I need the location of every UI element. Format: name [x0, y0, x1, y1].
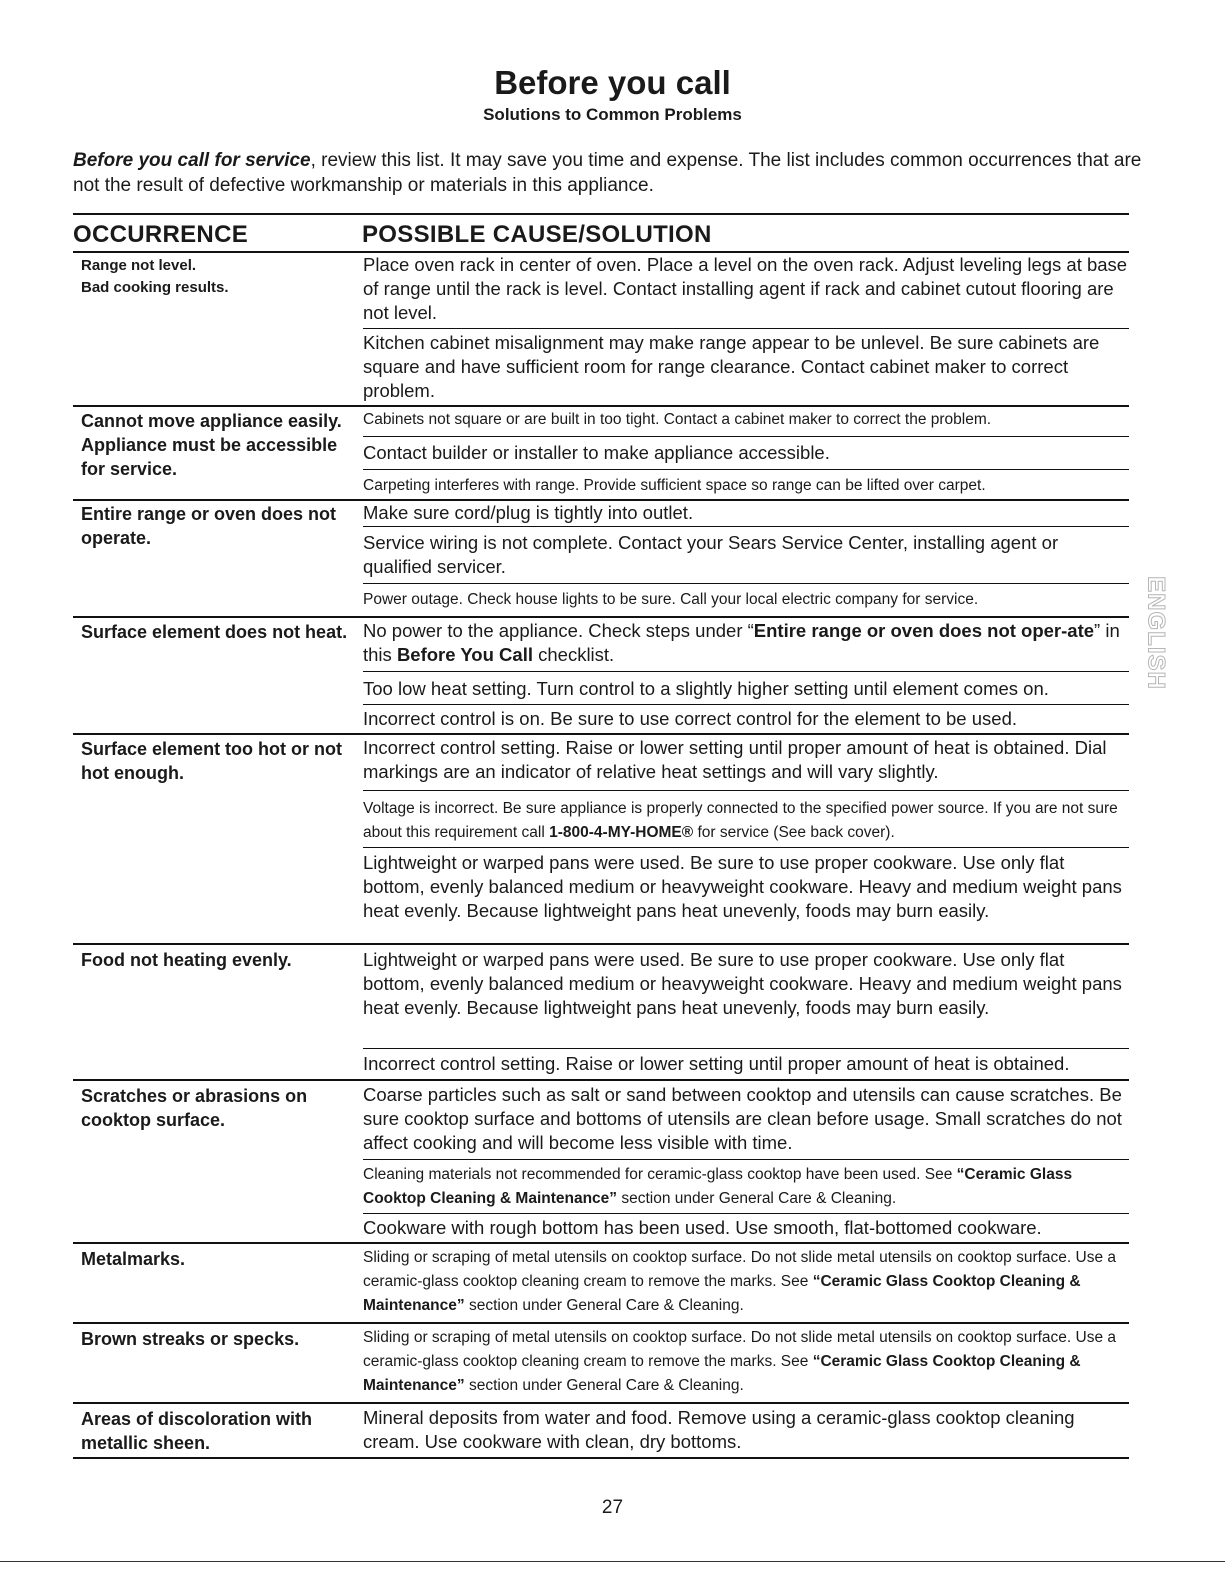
solution-item: Service wiring is not complete. Contact your Sears Service Center, installing agent or qualified servicer. — [363, 529, 1129, 584]
solution-item: Carpeting interferes with range. Provide sufficient space so range can be lifted over carpet. — [363, 477, 986, 494]
solution-item: Incorrect control is on. Be sure to use correct control for the element to be used. — [363, 708, 1017, 729]
solution-item: Lightweight or warped pans were used. Be sure to use proper cookware. Use only flat bottom, evenly balanced medium or heavyweight cookware. Heavy and medium weight pans heat evenly. Because lightweight pans heat unevenly, foods may burn easily. — [363, 852, 1122, 921]
occurrence-label — [81, 255, 351, 299]
bottom-divider — [0, 1561, 1225, 1562]
intro-paragraph — [73, 148, 1143, 198]
english-side-tab — [1140, 568, 1170, 698]
occurrence-label: Cannot move appliance easily. Appliance must be accessible for service. — [81, 411, 342, 479]
solution-ref: “Ceramic Glass Cooktop Cleaning & Maintenance” — [363, 1166, 1073, 1207]
occurrence-label: Metalmarks. — [81, 1249, 186, 1269]
solution-ref: Before You Call — [396, 644, 533, 665]
solution-item: Cookware with rough bottom has been used. Use smooth, flat-bottomed cookware. — [363, 1217, 1042, 1238]
solution-text: ” in this — [363, 620, 1120, 665]
solution-item: Kitchen cabinet misalignment may make range appear to be unlevel. Be sure cabinets are square and have sufficient room for range clearance. Contact cabinet maker to correct problem. — [363, 332, 1100, 401]
solution-item: Contact builder or installer to make appliance accessible. — [363, 437, 1129, 470]
solution-item — [363, 794, 1129, 848]
phone-number: 1-800-4-MY-HOME® — [549, 824, 694, 841]
solution-item — [363, 1322, 1129, 1402]
solution-item: Incorrect control setting. Raise or lower setting until proper amount of heat is obtained. — [363, 1053, 1070, 1074]
solution-text: Sliding or scraping of metal utensils on cooktop surface. Do not slide metal utensils on cooktop surface. Use a ceramic-glass cooktop cleaning cream to remove the marks. See — [363, 1329, 1117, 1370]
intro-lead: Before you call for service — [73, 150, 311, 171]
solution-text: No power to the appliance. Check steps under “ — [363, 620, 754, 641]
page-subtitle: Solutions to Common Problems — [483, 105, 742, 124]
problem-row — [73, 1079, 1129, 1244]
occurrence-label: Food not heating evenly. — [81, 950, 292, 970]
problem-row — [73, 1402, 1129, 1459]
problem-row — [73, 1322, 1129, 1404]
solution-item: Cabinets not square or are built in too tight. Contact a cabinet maker to correct the problem. — [363, 405, 1129, 437]
solution-text: for service (See back cover). — [693, 824, 895, 841]
solution-ref: “Ceramic Glass Cooktop Cleaning & Maintenance” — [363, 1273, 1081, 1314]
problem-row — [73, 616, 1129, 735]
solution-text: Sliding or scraping of metal utensils on cooktop surface. Do not slide metal utensils on cooktop surface. Use a ceramic-glass cooktop cleaning cream to remove the marks. See — [363, 1249, 1117, 1290]
solution-text: section under General Care & Cleaning. — [617, 1190, 897, 1207]
problem-row — [73, 499, 1129, 618]
solution-item: Incorrect control setting. Raise or lower setting until proper amount of heat is obtained. Dial markings are an indicator of relative heat settings and will vary slightly. — [363, 733, 1129, 791]
solution-ref: “Ceramic Glass Cooktop Cleaning & Maintenance” — [363, 1353, 1081, 1394]
solution-item: Power outage. Check house lights to be sure. Call your local electric company for service. — [363, 591, 979, 608]
intro-text: , review this list. It may save you time and expense. The list includes common occurrences that are not the result of defective workmanship or materials in this appliance. — [73, 150, 1142, 196]
occurrence-line: Range not level. — [81, 257, 197, 274]
page-number: 27 — [601, 1497, 624, 1518]
solution-text: checklist. — [532, 644, 615, 665]
solution-ref: Entire range or oven does not oper-ate — [753, 620, 1095, 641]
page-title: Before you call — [494, 64, 731, 101]
occurrence-label: Brown streaks or specks. — [81, 1329, 300, 1349]
occurrence-label: Surface element does not heat. — [81, 622, 348, 642]
solution-item: Too low heat setting. Turn control to a slightly higher setting until element comes on. — [363, 674, 1129, 705]
problem-row — [73, 943, 1129, 1081]
header-solution: POSSIBLE CAUSE/SOLUTION — [362, 221, 712, 248]
solution-item: Lightweight or warped pans were used. Be sure to use proper cookware. Use only flat bottom, evenly balanced medium or heavyweight cookware. Heavy and medium weight pans heat evenly. Because lightweight pans heat unevenly, foods may burn easily. — [363, 943, 1129, 1049]
occurrence-label: Scratches or abrasions on cooktop surface. — [81, 1086, 308, 1130]
solution-item: Make sure cord/plug is tightly into outlet. — [363, 499, 1129, 527]
occurrence-line: Bad cooking results. — [81, 279, 229, 296]
solution-text: Voltage is incorrect. Be sure appliance is properly connected to the specified power source. If you are not sure about this requirement call — [363, 800, 1118, 841]
solution-item: Place oven rack in center of oven. Place a level on the oven rack. Adjust leveling legs at base of range until the rack is level. Contact installing agent if rack and cabinet cutout flooring are not level. — [363, 251, 1129, 329]
problem-row — [73, 1242, 1129, 1324]
solution-text: Cleaning materials not recommended for ceramic-glass cooktop have been used. See — [363, 1166, 957, 1183]
solution-text: section under General Care & Cleaning. — [464, 1297, 744, 1314]
occurrence-label: Surface element too hot or not hot enough. — [81, 739, 343, 783]
solution-item — [363, 1242, 1129, 1322]
occurrence-label: Areas of discoloration with metallic sheen. — [81, 1409, 313, 1453]
header-occurrence: OCCURRENCE — [73, 221, 249, 248]
solution-item: Mineral deposits from water and food. Remove using a ceramic-glass cooktop cleaning cream. Use cookware with clean, dry bottoms. — [363, 1407, 1075, 1452]
solution-item: Coarse particles such as salt or sand between cooktop and utensils can cause scratches. Be sure cooktop surface and bottoms of utensils are clean before usage. Small scratches do not affect cooking and will become less visible with time. — [363, 1079, 1129, 1160]
problem-row — [73, 405, 1129, 501]
problem-row — [73, 733, 1129, 945]
solution-text: section under General Care & Cleaning. — [464, 1377, 744, 1394]
solution-item — [363, 616, 1129, 672]
table-header — [73, 213, 1129, 253]
side-label: ENGLISH — [1142, 576, 1170, 690]
problem-row — [73, 251, 1129, 407]
solution-item — [363, 1160, 1129, 1214]
occurrence-label: Entire range or oven does not operate. — [81, 504, 337, 548]
